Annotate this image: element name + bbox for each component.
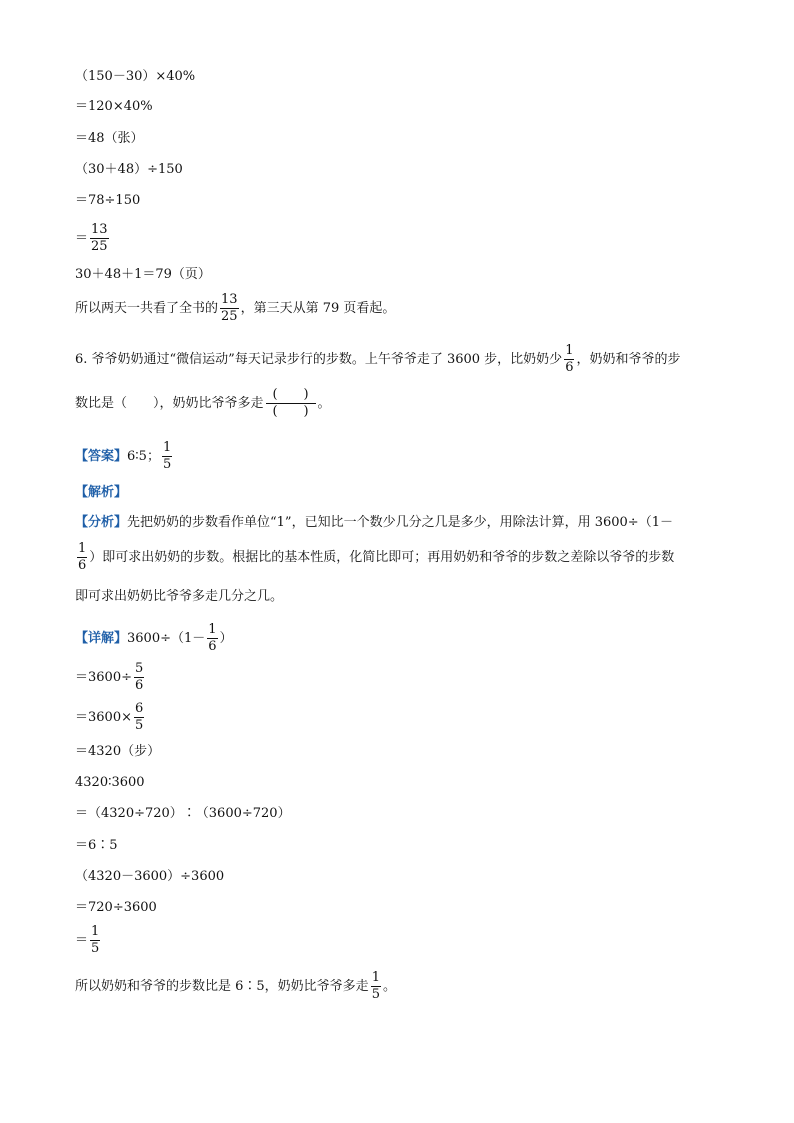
answer-text: 6∶5； — [127, 449, 160, 464]
conclusion-post: ，第三天从第 79 页看起。 — [240, 301, 396, 316]
detail-text: ＝3600÷ — [75, 670, 132, 685]
numerator: 13 — [221, 292, 238, 307]
conclusion-line — [75, 292, 395, 325]
fraction — [90, 924, 100, 957]
detail-line-3 — [75, 701, 146, 734]
calc-line-7: 30＋48＋1＝79（页） — [75, 267, 211, 282]
blank-denominator: ( ) — [272, 404, 309, 419]
fraction — [77, 541, 87, 574]
question-text-post: ，奶奶和爷爷的步 — [576, 352, 681, 367]
detail-line-9: ＝720÷3600 — [75, 900, 157, 915]
numerator: 1 — [565, 343, 574, 358]
denominator: 25 — [91, 239, 108, 254]
question-line-2 — [75, 387, 331, 420]
equals-sign: ＝ — [75, 231, 89, 246]
numerator: 1 — [162, 440, 172, 455]
detail-line-8: （4320－3600）÷3600 — [75, 869, 225, 884]
detail-line-7: ＝6∶5 — [75, 838, 118, 853]
numerator: 1 — [91, 924, 100, 939]
denominator: 6 — [565, 360, 574, 375]
detail-line-1 — [75, 622, 233, 655]
numerator: 1 — [208, 622, 217, 637]
question-text: 数比是（ ），奶奶比爷爷多走 — [75, 396, 264, 411]
fenxi-text: ）即可求出奶奶的步数。根据比的基本性质，化简比即可；再用奶奶和爷爷的步数之差除以爷爷的步数 — [89, 550, 675, 565]
fenxi-text: 先把奶奶的步数看作单位“1”，已知比一个数少几分之几是多少，用除法计算，用 3600÷（1－ — [127, 515, 673, 530]
blank-numerator: ( ) — [266, 387, 316, 404]
detail-text-post: 。 — [382, 979, 396, 994]
fenxi-tag: 【分析】 — [75, 515, 128, 530]
calc-line-4: （30＋48）÷150 — [75, 162, 183, 177]
detail-line-2 — [75, 661, 146, 694]
fraction — [564, 343, 574, 376]
conclusion-pre: 所以两天一共看了全书的 — [75, 301, 219, 316]
detail-text: ＝3600× — [75, 710, 132, 725]
fraction — [162, 440, 172, 473]
question-text: 6. 爷爷奶奶通过“微信运动”每天记录步行的步数。上午爷爷走了 3600 步，比奶奶少 — [75, 352, 563, 367]
denominator: 5 — [134, 718, 144, 733]
denominator: 25 — [221, 309, 238, 324]
analysis-heading — [75, 484, 127, 502]
detail-text: 3600÷（1－ — [127, 631, 206, 646]
fenxi-line-3: 即可求出奶奶比爷爷多走几分之几。 — [75, 589, 284, 604]
calc-line-6 — [75, 222, 111, 255]
numerator: 13 — [91, 222, 108, 237]
denominator: 5 — [91, 941, 100, 956]
detail-line-6: ＝（4320÷720）∶（3600÷720） — [75, 806, 291, 821]
calc-line-3: ＝48（张） — [75, 131, 144, 146]
detail-tag: 【详解】 — [75, 631, 128, 646]
calc-line-2: ＝120×40% — [75, 99, 153, 114]
detail-line-5: 4320∶3600 — [75, 775, 145, 790]
fraction — [207, 622, 217, 655]
detail-text: 所以奶奶和爷爷的步数比是 6∶5，奶奶比爷爷多走 — [75, 979, 369, 994]
answer-line — [75, 440, 174, 473]
fraction — [371, 970, 381, 1003]
question-line-1 — [75, 343, 680, 376]
numerator: 1 — [371, 970, 380, 985]
fraction — [90, 222, 109, 255]
fraction — [134, 701, 144, 734]
answer-tag: 【答案】 — [75, 449, 128, 464]
detail-line-4: ＝4320（步） — [75, 744, 161, 759]
denominator: 5 — [162, 457, 172, 472]
detail-line-10 — [75, 924, 102, 957]
question-text-post: 。 — [317, 396, 331, 411]
numerator: 5 — [134, 661, 144, 676]
calc-line-1: （150－30）×40% — [75, 69, 196, 84]
blank-fraction — [266, 387, 316, 420]
fenxi-line-1 — [75, 514, 673, 532]
fenxi-line-2 — [75, 541, 674, 574]
numerator: 1 — [78, 541, 87, 556]
fraction — [134, 661, 144, 694]
calc-line-5: ＝78÷150 — [75, 193, 141, 208]
denominator: 6 — [134, 678, 144, 693]
equals-sign: ＝ — [75, 933, 89, 948]
denominator: 5 — [371, 987, 380, 1002]
analysis-tag: 【解析】 — [75, 485, 128, 500]
detail-text-post: ） — [219, 631, 233, 646]
denominator: 6 — [208, 639, 217, 654]
fraction — [220, 292, 239, 325]
detail-conclusion — [75, 970, 396, 1003]
numerator: 6 — [134, 701, 144, 716]
denominator: 6 — [78, 558, 87, 573]
